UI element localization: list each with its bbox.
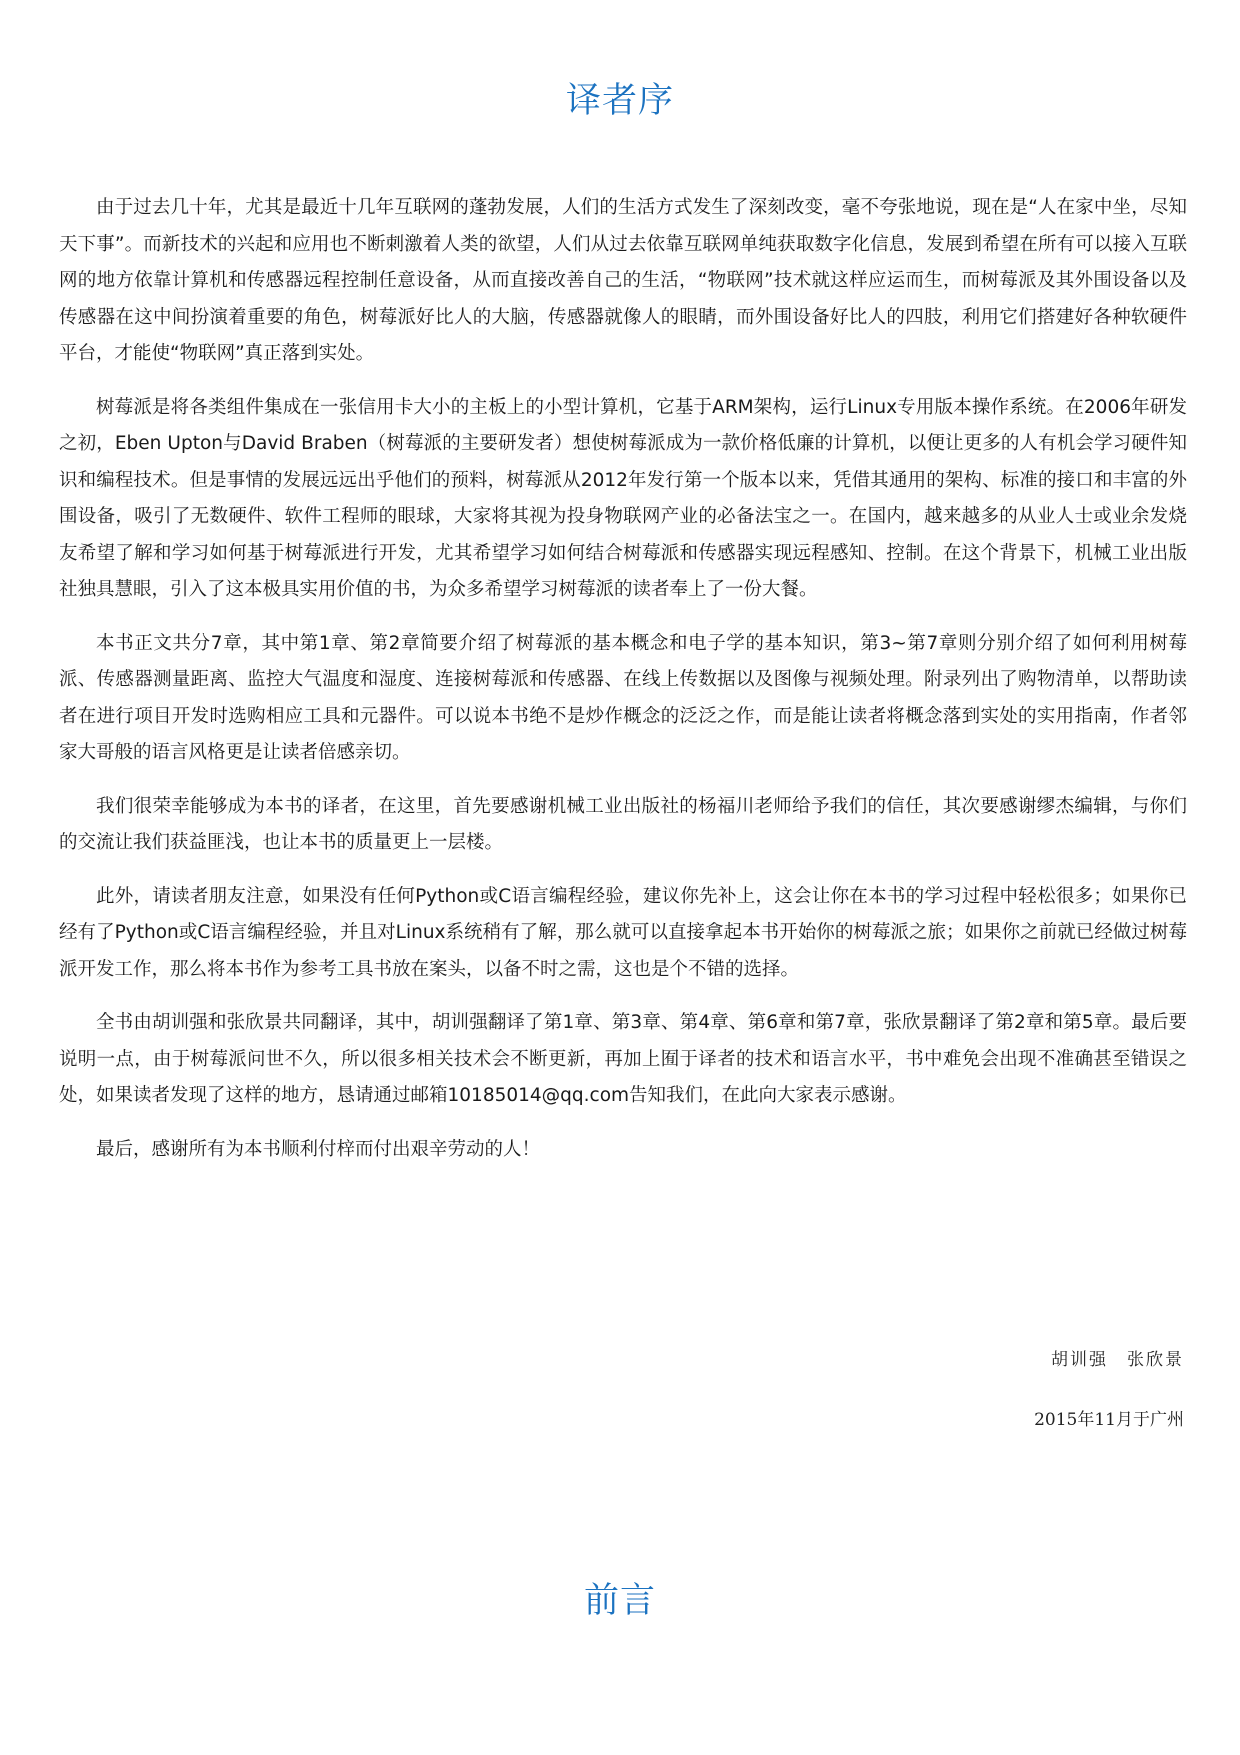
preface-body — [59, 190, 1187, 1185]
paragraph: 由于过去几十年，尤其是最近十几年互联网的蓬勃发展，人们的生活方式发生了深刻改变，毫不夸张地说，现在是“人在家中坐，尽知天下事”。而新技术的兴起和应用也不断刺激着人类的欲望，人们从过去依靠互联网单纯获取数字化信息，发展到希望在所有可以接入互联网的地方依靠计算机和传感器远程控制任意设备，从而直接改善自己的生活，“物联网”技术就这样应运而生，而树莓派及其外围设备以及传感器在这中间扮演着重要的角色，树莓派好比人的大脑，传感器就像人的眼睛，而外围设备好比人的四肢，利用它们搭建好各种软硬件平台，才能使“物联网”真正落到实处。 — [59, 197, 1187, 364]
paragraph: 本书正文共分7章，其中第1章、第2章简要介绍了树莓派的基本概念和电子学的基本知识，第3~第7章则分别介绍了如何利用树莓派、传感器测量距离、监控大气温度和湿度、连接树莓派和传感器、在线上传数据以及图像与视频处理。附录列出了购物清单，以帮助读者在进行项目开发时选购相应工具和元器件。可以说本书绝不是炒作概念的泛泛之作，而是能让读者将概念落到实处的实用指南，作者邻家大哥般的语言风格更是让读者倍感亲切。 — [59, 632, 1187, 763]
paragraph: 最后，感谢所有为本书顺利付梓而付出艰辛劳动的人！ — [96, 1138, 541, 1160]
paragraph: 此外，请读者朋友注意，如果没有任何Python或C语言编程经验，建议你先补上，这会让你在本书的学习过程中轻松很多；如果你已经有了Python或C语言编程经验，并且对Linux系统稍有了解，那么就可以直接拿起本书开始你的树莓派之旅；如果你之前就已经做过树莓派开发工作，那么将本书作为参考工具书放在案头，以备不时之需，这也是个不错的选择。 — [59, 885, 1187, 980]
foreword-title: 前言 — [583, 1581, 656, 1621]
paragraph: 全书由胡训强和张欣景共同翻译，其中，胡训强翻译了第1章、第3章、第4章、第6章和第7章，张欣景翻译了第2章和第5章。最后要说明一点，由于树莓派问世不久，所以很多相关技术会不断更新，再加上囿于译者的技术和语言水平，书中难免会出现不准确甚至错误之处，如果读者发现了这样的地方，恳请通过邮箱10185014@qq.com告知我们，在此向大家表示感谢。 — [59, 1012, 1187, 1106]
signature-date: 2015年11月于广州 — [1034, 1410, 1184, 1430]
paragraph: 树莓派是将各类组件集成在一张信用卡大小的主板上的小型计算机，它基于ARM架构，运行Linux专用版本操作系统。在2006年研发之初，Eben Upton与David Braben（树莓派的主要研发者）想使树莓派成为一款价格低廉的计算机，以便让更多的人有机会学习硬件知识和编程技术。但是事情的发展远远出乎他们的预料，树莓派从2012年发行第一个版本以来，凭借其通用的架构、标准的接口和丰富的外围设备，吸引了无数硬件、软件工程师的眼球，大家将其视为投身物联网产业的必备法宝之一。在国内，越来越多的从业人士或业余发烧友希望了解和学习如何基于树莓派进行开发，尤其希望学习如何结合树莓派和传感器实现远程感知、控制。在这个背景下，机械工业出版社独具慧眼，引入了这本极具实用价值的书，为众多希望学习树莓派的读者奉上了一份大餐。 — [59, 396, 1187, 600]
translator-names: 胡训强 张欣景 — [1051, 1350, 1184, 1370]
preface-title: 译者序 — [565, 81, 674, 121]
paragraph: 我们很荣幸能够成为本书的译者，在这里，首先要感谢机械工业出版社的杨福川老师给予我们的信任，其次要感谢缪杰编辑，与你们的交流让我们获益匪浅，也让本书的质量更上一层楼。 — [59, 795, 1187, 853]
